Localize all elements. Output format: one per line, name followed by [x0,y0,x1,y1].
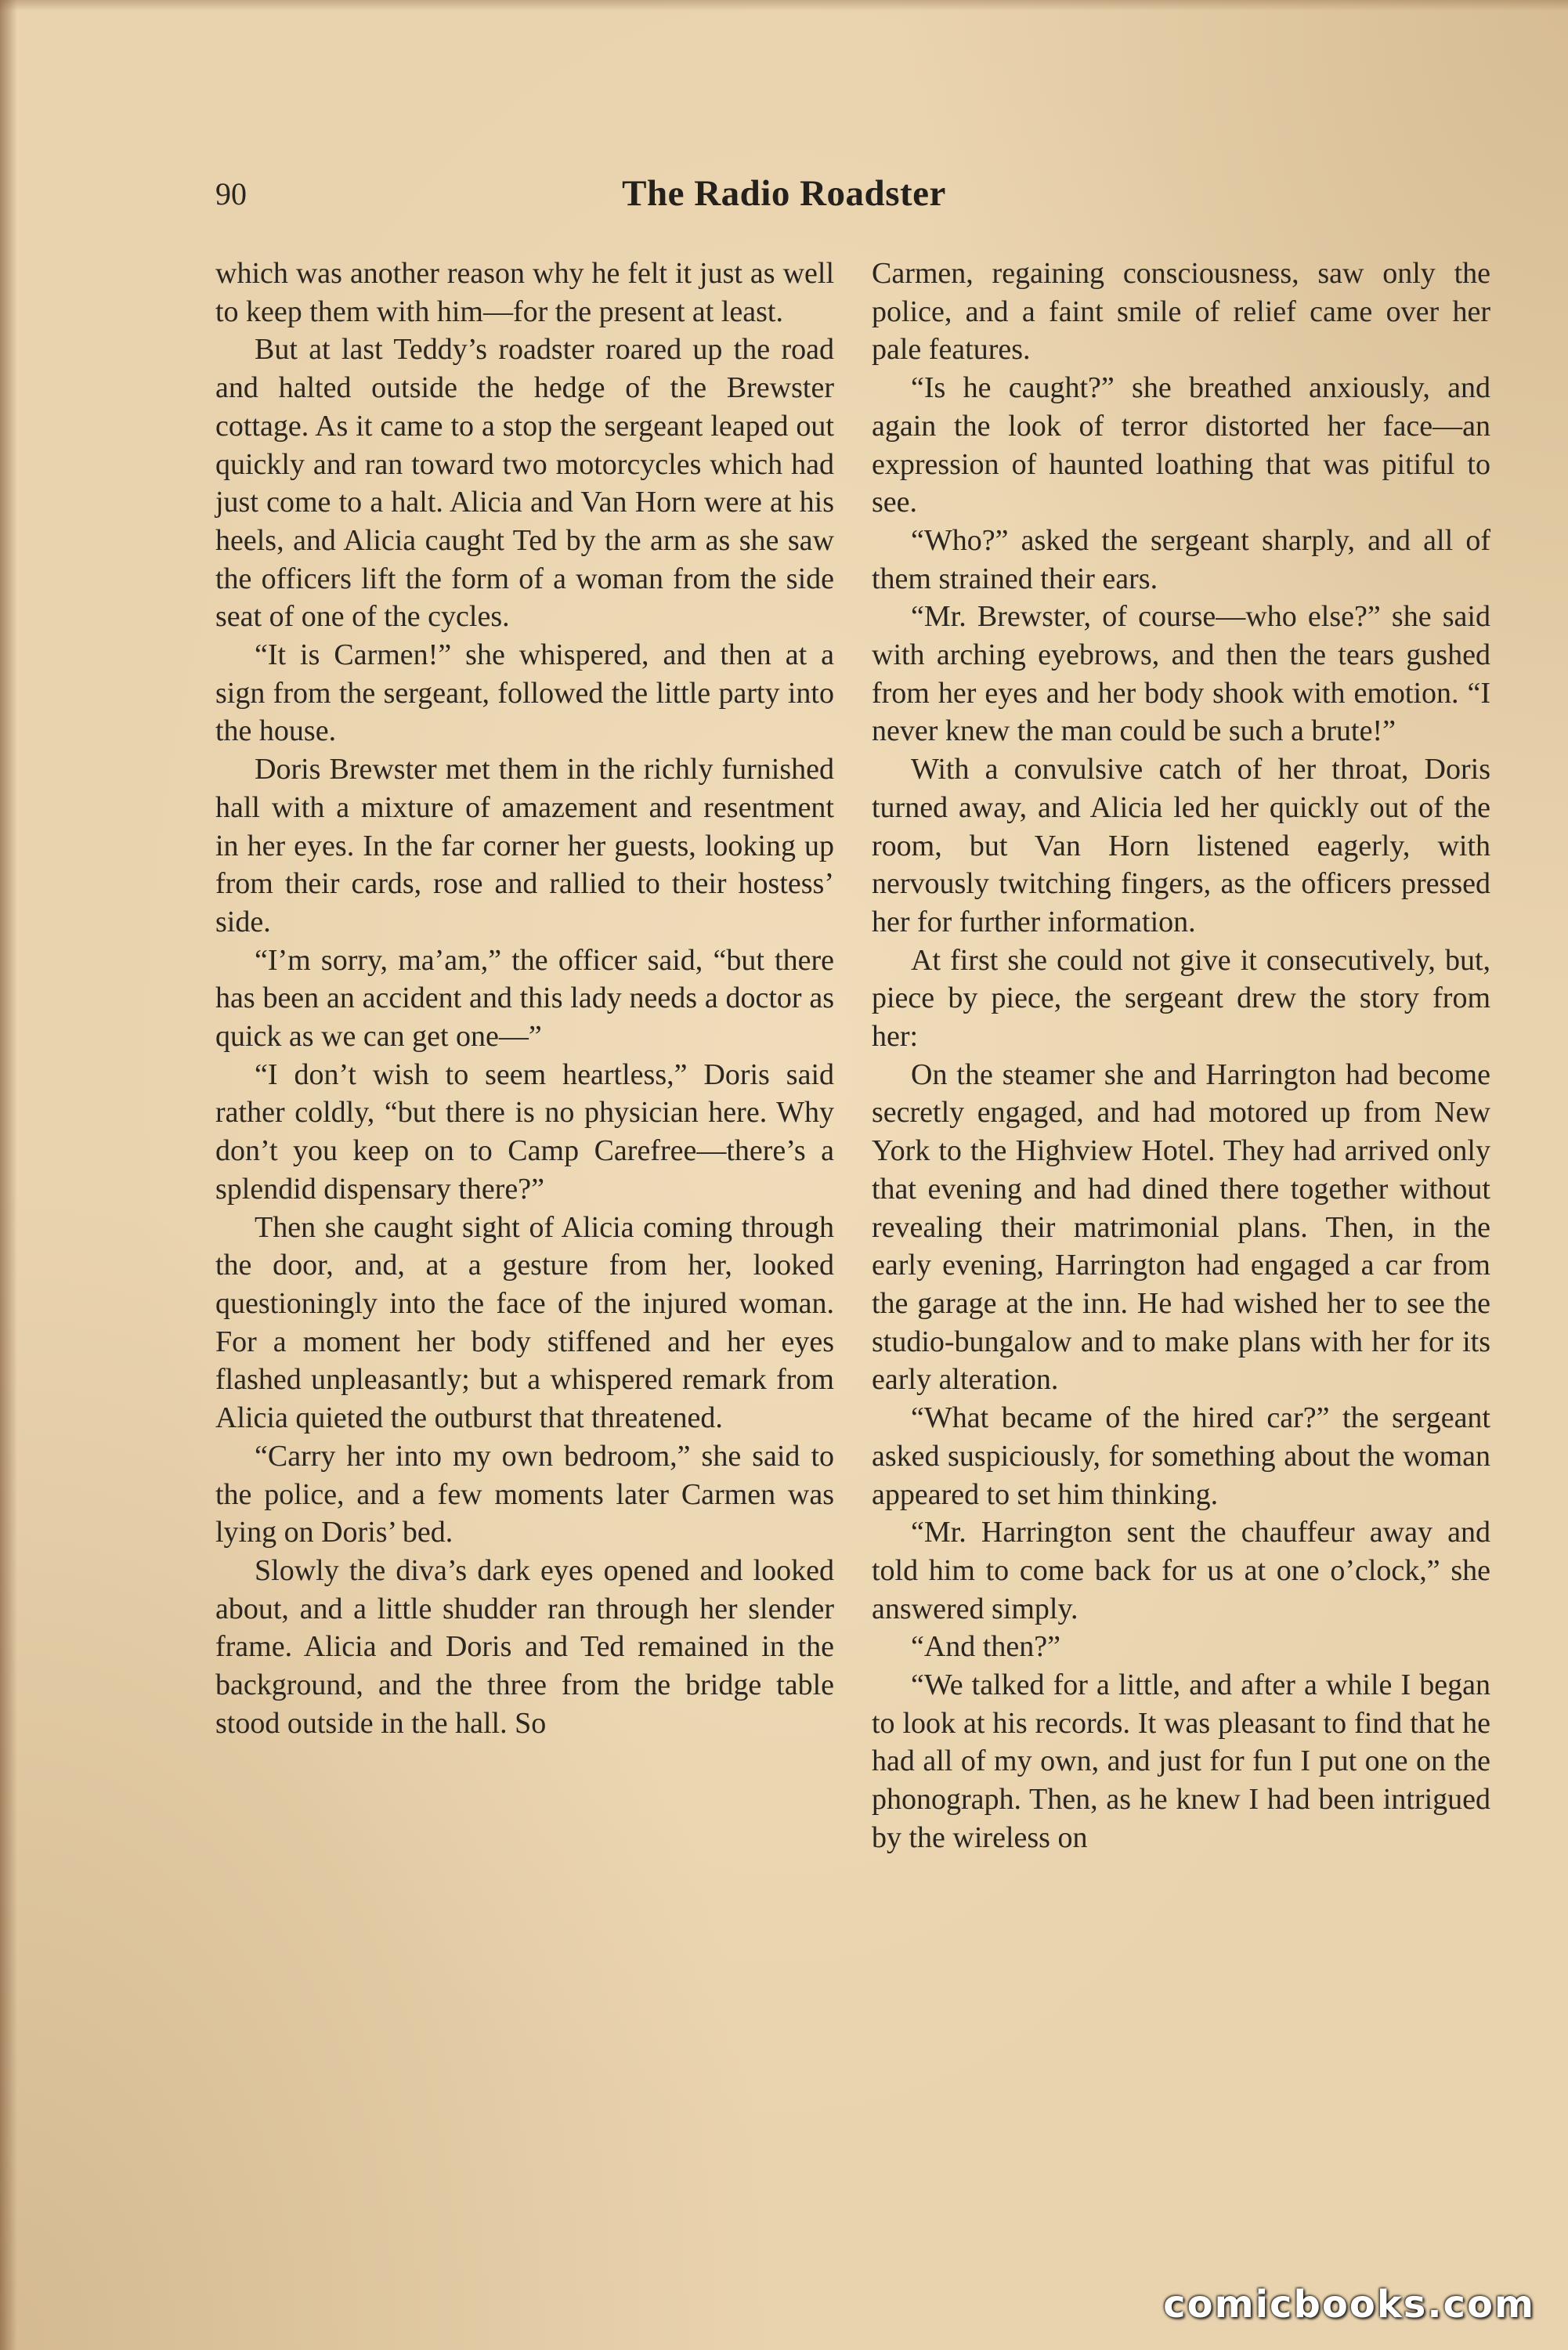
paragraph: “Carry her into my own bedroom,” she said to the police, and a few moments later Carmen was lying on Doris’ bed. [215,1439,834,1549]
paragraph: “We talked for a little, and after a while I began to look at his records. It was pleasant to find that he had all of my own, and just for fun I put one on the phonograph. Then, as he knew I had been intrigued by the wireless on [872,1668,1490,1854]
paragraph: With a convulsive catch of her throat, Doris turned away, and Alicia led her quickly out of the room, but Van Horn listened eagerly, with nervously twitching fingers, as the officers pressed her for further information. [872,753,1490,938]
page-top-shadow [0,0,1568,11]
paragraph: which was another reason why he felt it just as well to keep them with him—for the present at least. [215,257,834,328]
paragraph: “And then?” [911,1630,1060,1664]
page-edge-shadow [0,0,17,2350]
page-header [0,172,1568,227]
watermark: comicbooks.com [1163,2283,1535,2326]
paragraph: “Who?” asked the sergeant sharply, and all of them strained their ears. [872,523,1490,595]
paragraph: Slowly the diva’s dark eyes opened and looked about, and a little shudder ran through her slender frame. Alicia and Doris and Ted remained in the background, and the three from the bridge table stood outside in the hall. So [215,1553,834,1740]
paragraph: At first she could not give it consecutively, but, piece by piece, the sergeant drew the story from her: [872,943,1490,1054]
right-column [872,255,1490,1857]
paragraph: “Mr. Brewster, of course—who else?” she said with arching eyebrows, and then the tears gushed from her eyes and her body shook with emotion. “I never knew the man could be such a brute!” [872,600,1490,748]
paragraph: Carmen, regaining consciousness, saw only the police, and a faint smile of relief came over her pale features. [872,257,1490,367]
paragraph: “What became of the hired car?” the sergeant asked suspiciously, for something about the woman appeared to set him thinking. [872,1401,1490,1511]
left-column [215,255,834,1742]
page-number: 90 [215,176,247,212]
paragraph: “Mr. Harrington sent the chauffeur away and told him to come back for us at one o’clock,” she answered simply. [872,1516,1490,1625]
paragraph: “I don’t wish to seem heartless,” Doris said rather coldly, “but there is no physician here. Why don’t you keep on to Camp Carefree—there’s a splendid dispensary there?” [215,1058,834,1206]
paragraph: Then she caught sight of Alicia coming through the door, and, at a gesture from her, looked questioningly into the face of the injured woman. For a moment her body stiffened and her eyes flashed unpleasantly; but a whispered remark from Alicia quieted the outburst that threatened. [215,1210,834,1435]
paragraph: Doris Brewster met them in the richly furnished hall with a mixture of amazement and resentment in her eyes. In the far corner her guests, looking up from their cards, rose and rallied to their hostess’ side. [215,753,834,938]
paragraph: But at last Teddy’s roadster roared up the road and halted outside the hedge of the Brewster cottage. As it came to a stop the sergeant leaped out quickly and ran toward two motorcycles which had just come to a halt. Alicia and Van Horn were at his heels, and Alicia caught Ted by the arm as she saw the officers lift the form of a woman from the side seat of one of the cycles. [215,333,834,634]
running-title: The Radio Roadster [622,173,946,214]
paragraph: “Is he caught?” she breathed anxiously, and again the look of terror distorted her face—an expression of haunted loathing that was pitiful to see. [872,371,1490,519]
paragraph: “It is Carmen!” she whispered, and then at a sign from the sergeant, followed the little party into the house. [215,638,834,748]
paragraph: On the steamer she and Harrington had become secretly engaged, and had motored up from New York to the Highview Hotel. They had arrived only that evening and had dined there together without revealing their matrimonial plans. Then, in the early evening, Harrington had engaged a car from the garage at the inn. He had wished her to see the studio-bungalow and to make plans with her for its early alteration. [872,1058,1490,1397]
paragraph: “I’m sorry, ma’am,” the officer said, “but there has been an accident and this lady needs a doctor as quick as we can get one—” [215,943,834,1054]
